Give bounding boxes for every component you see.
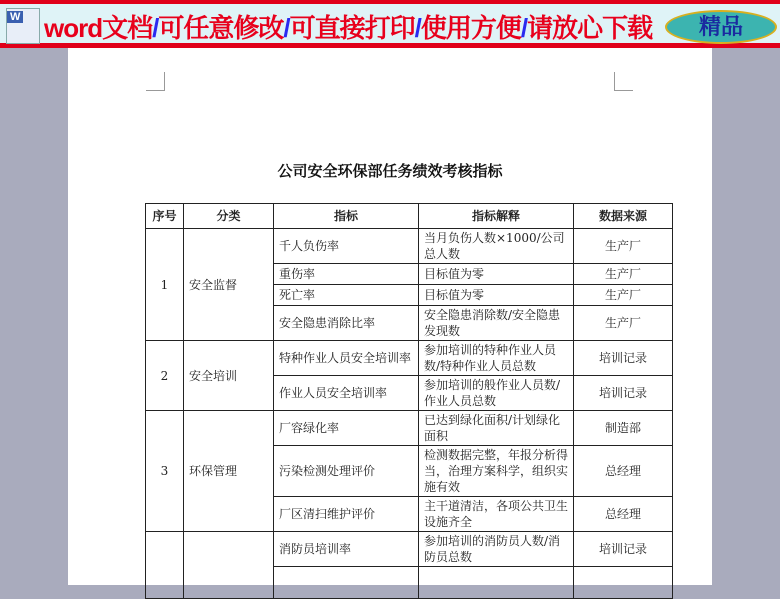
indicator-cell: 安全隐患消除比率 — [274, 306, 419, 341]
explanation-cell — [419, 567, 574, 599]
table-row — [146, 229, 673, 264]
category-cell: 安全培训 — [184, 341, 274, 411]
explanation-cell: 参加培训的消防员人数/消防员总数 — [419, 532, 574, 567]
row-number: 3 — [146, 411, 184, 532]
source-cell: 生产厂 — [574, 229, 673, 264]
margin-mark — [614, 72, 633, 91]
source-cell: 总经理 — [574, 497, 673, 532]
source-cell: 制造部 — [574, 411, 673, 446]
source-cell: 总经理 — [574, 446, 673, 497]
row-number: 2 — [146, 341, 184, 411]
header-cell: 序号 — [146, 204, 184, 229]
source-cell — [574, 567, 673, 599]
indicator-cell: 死亡率 — [274, 285, 419, 306]
indicator-cell: 污染检测处理评价 — [274, 446, 419, 497]
category-cell: 安全监督 — [184, 229, 274, 341]
source-cell: 培训记录 — [574, 341, 673, 376]
explanation-cell: 参加培训的般作业人员数/作业人员总数 — [419, 376, 574, 411]
download-banner — [0, 0, 780, 48]
source-cell: 生产厂 — [574, 285, 673, 306]
explanation-cell: 参加培训的特种作业人员数/特种作业人员总数 — [419, 341, 574, 376]
header-cell: 分类 — [184, 204, 274, 229]
explanation-cell: 当月负伤人数×1000/公司总人数 — [419, 229, 574, 264]
row-number: 1 — [146, 229, 184, 341]
category-cell — [184, 532, 274, 599]
kpi-table — [145, 203, 673, 599]
table-row — [146, 341, 673, 376]
source-cell: 培训记录 — [574, 376, 673, 411]
source-cell: 生产厂 — [574, 264, 673, 285]
margin-mark — [146, 72, 165, 91]
source-cell: 培训记录 — [574, 532, 673, 567]
table-header-row — [146, 204, 673, 229]
indicator-cell: 特种作业人员安全培训率 — [274, 341, 419, 376]
header-cell: 数据来源 — [574, 204, 673, 229]
source-cell: 生产厂 — [574, 306, 673, 341]
explanation-cell: 安全隐患消除数/安全隐患发现数 — [419, 306, 574, 341]
indicator-cell — [274, 567, 419, 599]
banner-title: word文档/可任意修改/可直接打印/使用方便/请放心下载 — [44, 13, 653, 43]
indicator-cell: 厂容绿化率 — [274, 411, 419, 446]
header-cell: 指标解释 — [419, 204, 574, 229]
indicator-cell: 重伤率 — [274, 264, 419, 285]
word-document-icon: W — [6, 8, 40, 44]
indicator-cell: 厂区清扫维护评价 — [274, 497, 419, 532]
premium-badge: 精品 — [665, 10, 777, 44]
indicator-cell: 千人负伤率 — [274, 229, 419, 264]
indicator-cell: 作业人员安全培训率 — [274, 376, 419, 411]
table-row — [146, 411, 673, 446]
explanation-cell: 目标值为零 — [419, 264, 574, 285]
explanation-cell: 目标值为零 — [419, 285, 574, 306]
table-row — [146, 532, 673, 567]
row-number — [146, 532, 184, 599]
explanation-cell: 检测数据完整，年报分析得当，治理方案科学，组织实施有效 — [419, 446, 574, 497]
document-title: 公司安全环保部任务绩效考核指标 — [277, 162, 503, 180]
indicator-cell: 消防员培训率 — [274, 532, 419, 567]
explanation-cell: 主干道清洁，各项公共卫生设施齐全 — [419, 497, 574, 532]
explanation-cell: 已达到绿化面积/计划绿化面积 — [419, 411, 574, 446]
header-cell: 指标 — [274, 204, 419, 229]
category-cell: 环保管理 — [184, 411, 274, 532]
